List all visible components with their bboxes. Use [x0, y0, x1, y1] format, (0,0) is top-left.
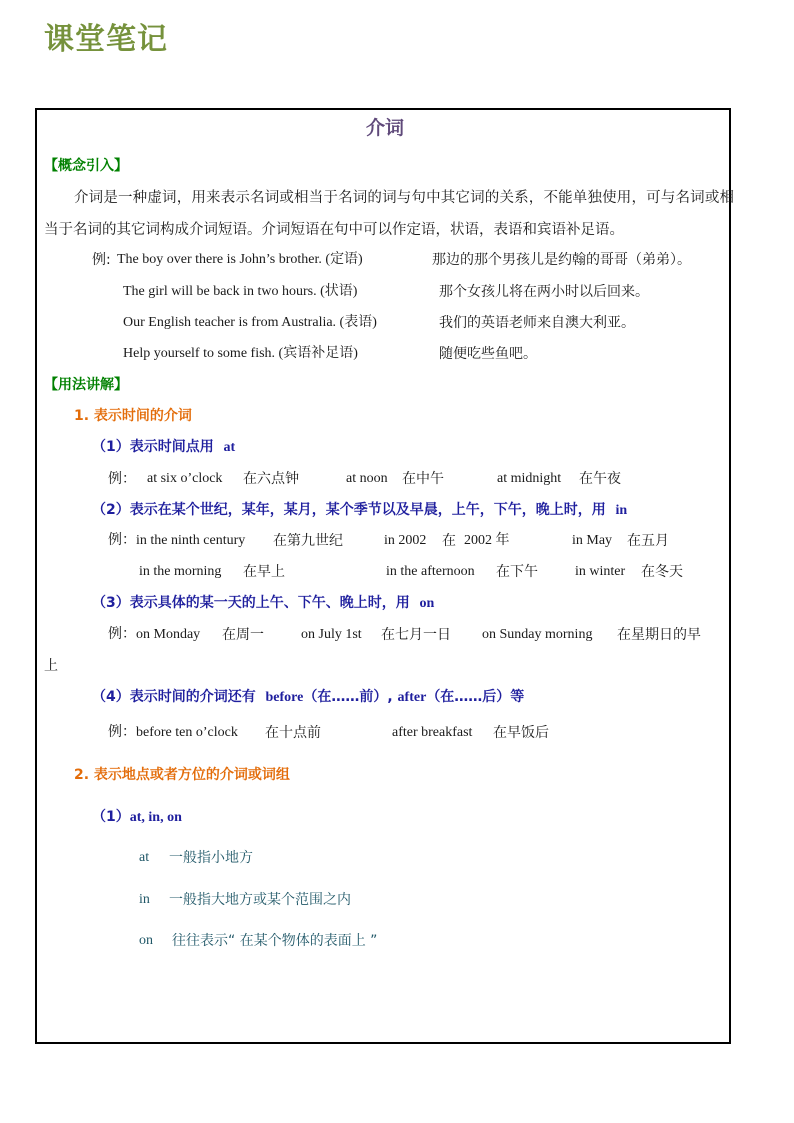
- example-en: 例：in the ninth century: [108, 533, 246, 548]
- example-en: at noon: [346, 471, 388, 486]
- example-en: 例：on Monday: [108, 627, 201, 642]
- example-cn: 在周一: [222, 627, 264, 643]
- doc-title: 介词: [366, 117, 405, 139]
- example-cn: 那个女孩儿将在两小时以后回来。: [439, 284, 649, 300]
- intro-paragraph: 介词是一种虚词，用来表示名词或相当于名词的词与句中其它词的关系，不能单独使用，可与名词或相当于名词的其它词构成介词短语。介词短语在句中可以作定语，状语，表语和宾语补足语。: [44, 190, 734, 238]
- example-cn: 在冬天: [641, 564, 683, 580]
- example-en: 2002 年: [464, 533, 510, 548]
- example-en: in winter: [575, 564, 626, 579]
- example-cn: 那边的那个男孩儿是约翰的哥哥（弟弟）。: [432, 252, 691, 268]
- prep-word: in: [139, 892, 150, 907]
- example-cn: 在七月一日: [381, 627, 451, 643]
- header-title: 课堂笔记: [44, 22, 168, 57]
- example-cn: 在早饭后: [493, 725, 549, 741]
- section-2-title: 2. 表示地点或者方位的介词或词组: [74, 767, 290, 783]
- section-1-title: 1. 表示时间的介词: [74, 408, 192, 424]
- example-en: at six o’clock: [147, 471, 223, 486]
- example-en: in the morning: [139, 564, 222, 579]
- example-en: in 2002: [384, 533, 427, 548]
- subsection-1-2: （2）表示在某个世纪，某年，某月，某个季节以及早晨，上午，下午，晚上时，用 in: [92, 502, 628, 518]
- example-cn: 在十点前: [265, 725, 321, 741]
- usage-heading: 【用法讲解】: [44, 377, 128, 393]
- concept-heading: 【概念引入】: [44, 158, 128, 174]
- example-cn: 我们的英语老师来自澳大利亚。: [439, 315, 635, 331]
- example-en: on Sunday morning: [482, 627, 593, 642]
- subsection-1-4: （4）表示时间的介词还有 before（在……前）, after（在……后）等: [92, 689, 525, 705]
- example-en: on July 1st: [301, 627, 362, 642]
- example-cn: 在星期日的早: [617, 627, 701, 643]
- example-cn: 随便吃些鱼吧。: [439, 346, 537, 362]
- subsection-2-1: （1）at, in, on: [92, 809, 182, 825]
- example-en: Our English teacher is from Australia. (表语): [123, 315, 377, 330]
- example-en: after breakfast: [392, 725, 473, 740]
- example-prefix: 例:: [92, 252, 111, 268]
- prep-desc: 一般指大地方或某个范围之内: [169, 892, 351, 908]
- example-en: 例：before ten o’clock: [108, 725, 238, 740]
- example-en: The girl will be back in two hours. (状语): [123, 284, 358, 299]
- example-en: in the afternoon: [386, 564, 475, 579]
- prep-desc: 一般指小地方: [169, 850, 253, 866]
- subsection-1-3: （3）表示具体的某一天的上午、下午、晚上时，用 on: [92, 595, 435, 611]
- example-prefix: 例：: [108, 471, 136, 487]
- example-cn: 在六点钟: [243, 471, 299, 487]
- example-en: The boy over there is John’s brother. (定语): [117, 252, 363, 267]
- prep-word: on: [139, 933, 153, 948]
- example-cn: 在早上: [243, 564, 285, 580]
- example-cn: 上: [44, 658, 58, 674]
- prep-word: at: [139, 850, 150, 865]
- example-cn: 在中午: [402, 471, 444, 487]
- example-cn: 在下午: [496, 564, 538, 580]
- example-cn: 在午夜: [579, 471, 621, 487]
- example-cn: 在五月: [627, 533, 669, 549]
- example-en: in May: [572, 533, 613, 548]
- prep-desc: 往往表示“ 在某个物体的表面上 ”: [172, 933, 378, 949]
- example-en: Help yourself to some fish. (宾语补足语): [123, 346, 358, 361]
- example-en: at midnight: [497, 471, 562, 486]
- subsection-1-1: （1）表示时间点用 at: [92, 439, 236, 455]
- example-cn: 在第九世纪: [273, 533, 343, 549]
- example-cn: 在: [442, 533, 456, 549]
